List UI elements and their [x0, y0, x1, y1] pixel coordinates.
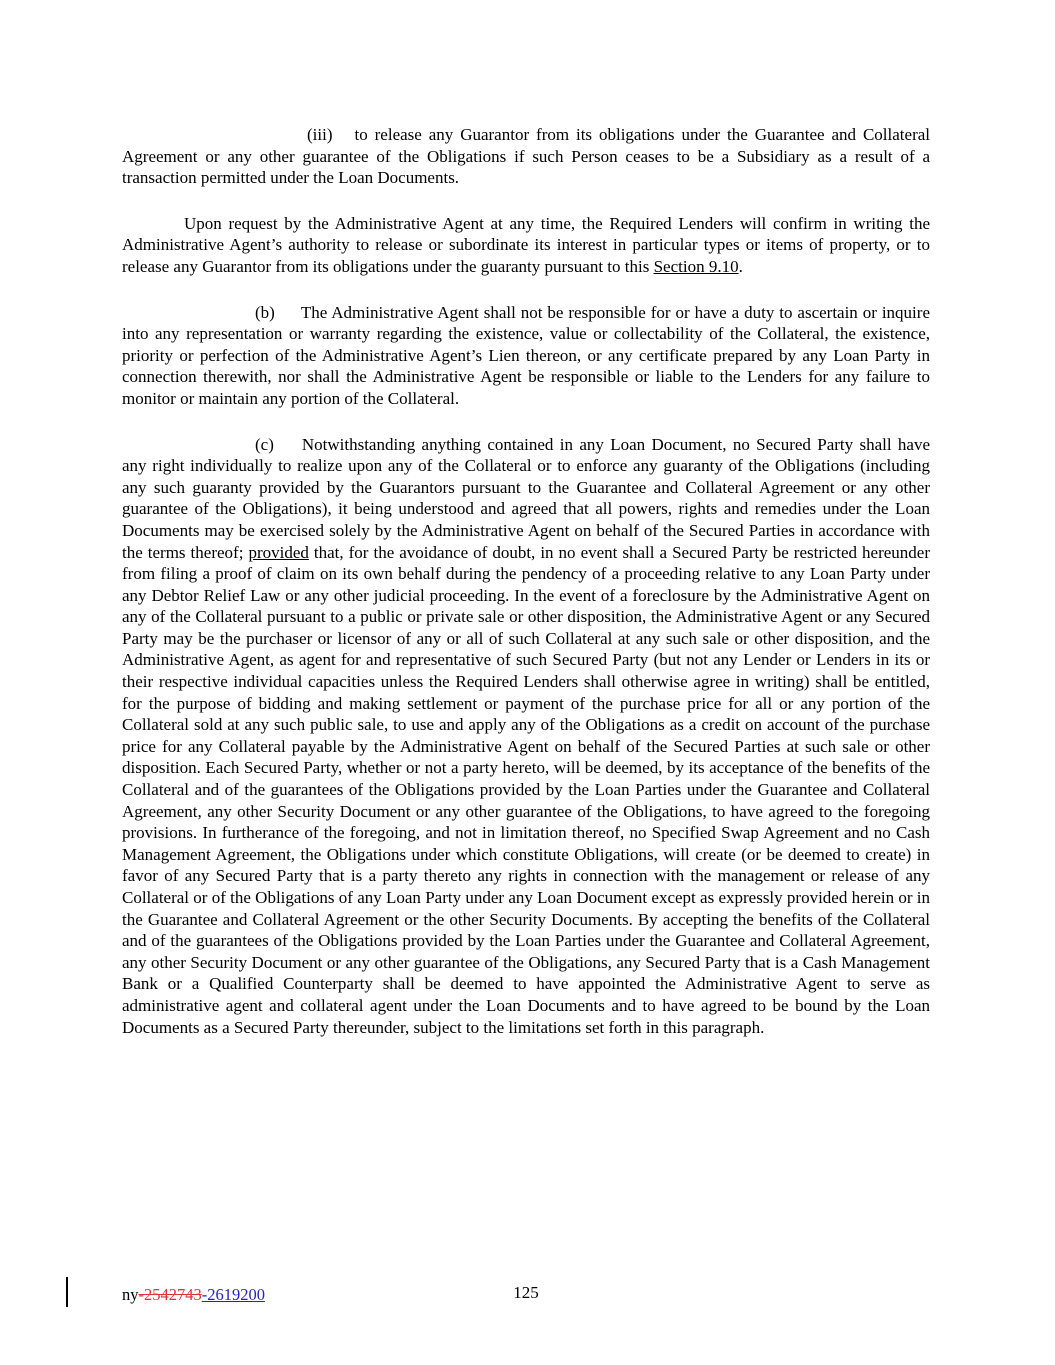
footer-doc-id-inserted: -2619200: [201, 1285, 265, 1304]
change-bar: [66, 1277, 68, 1307]
text-run: (b): [255, 302, 275, 322]
paragraph-c: [122, 434, 930, 1039]
paragraph-upon-request: [122, 213, 930, 278]
paragraph-b: [122, 302, 930, 410]
document-body: [122, 124, 930, 1038]
paragraph-iii: [122, 124, 930, 189]
tab-spacer: [122, 139, 307, 140]
tab-spacer: [122, 449, 255, 450]
text-run: that, for the avoidance of doubt, in no event shall a Secured Party be restricted hereunder from filing a proof of claim on its own behalf during the pendency of a proceeding relative to any Loan Party under any Debtor Relief Law or any other judicial proceeding. In the event of a foreclosure by the Administrative Agent on any of the Collateral pursuant to a public or private sale or other disposition, the Administrative Agent or any Secured Party may be the purchaser or licensor of any or all of such Collateral at any such sale or other disposition, and the Administrative Agent, as agent for and representative of such Secured Party (but not any Lender or Lenders in its or their respective individual capacities unless the Required Lenders shall otherwise agree in writing) shall be entitled, for the purpose of bidding and making settlement or payment of the purchase price for all or any portion of the Collateral sold at any such public sale, to use and apply any of the Obligations as a credit on account of the purchase price for any Collateral payable by the Administrative Agent on behalf of the Secured Parties at such sale or other disposition. Each Secured Party, whether or not a party hereto, will be deemed, by its acceptance of the benefits of the Collateral and of the guarantees of the Obligations provided by the Loan Parties under the Guarantee and Collateral Agreement, any other Security Document or any other guarantee of the Obligations, to have agreed to the foregoing provisions. In furtherance of the foregoing, and not in limitation thereof, no Specified Swap Agreement and no Cash Management Agreement, the Obligations under which constitute Obligations, will create (or be deemed to create) in favor of any Secured Party that is a party thereto any rights in connection with the management or release of any Collateral or of the Obligations of any Loan Party under any Loan Document except as expressly provided herein or in the Guarantee and Collateral Agreement or the other Security Documents. By accepting the benefits of the Collateral and of the guarantees of the Obligations provided by the Loan Parties under the Guarantee and Collateral Agreement, any other Security Document or any other guarantee of the Obligations, any Secured Party that is a Cash Management Bank or a Qualified Counterparty shall be deemed to have appointed the Administrative Agent to serve as administrative agent and collateral agent under the Loan Documents and to have agreed to be bound by the Loan Documents as a Secured Party thereunder, subject to the limitations set forth in this paragraph.: [122, 542, 930, 1037]
underlined-text-run: Section 9.10: [653, 256, 739, 276]
text-run: to release any Guarantor from its obligations under the Guarantee and Collateral Agreement or any other guarantee of the Obligations if such Person ceases to be a Subsidiary as a result of a transaction permitted under the Loan Documents.: [122, 125, 930, 188]
tab-spacer: [333, 139, 355, 140]
text-run: (c): [255, 434, 274, 454]
text-run: Notwithstanding anything contained in any Loan Document, no Secured Party shall have any right individually to realize upon any of the Collateral or to enforce any guaranty of the Obligations (including any such guaranty provided by the Guarantors pursuant to the Guarantee and Collateral Agreement or any other guarantee of the Obligations), it being understood and agreed that all powers, rights and remedies under the Loan Documents may be exercised solely by the Administrative Agent on behalf of the Secured Parties in accordance with the terms thereof;: [122, 434, 930, 562]
tab-spacer: [275, 317, 301, 318]
page-footer: [0, 1283, 1055, 1313]
text-run: Upon request by the Administrative Agent at any time, the Required Lenders will confirm in writing the Administrative Agent’s authority to release or subordinate its interest in particular types or items of property, or to release any Guarantor from its obligations under the guaranty pursuant to this: [122, 213, 930, 276]
page-number: 125: [513, 1283, 539, 1302]
footer-doc-id-prefix: ny: [122, 1285, 139, 1304]
tab-spacer: [122, 228, 184, 229]
text-run: (iii): [307, 125, 333, 144]
footer-doc-id-deleted: -2542743: [138, 1285, 202, 1304]
text-run: The Administrative Agent shall not be responsible for or have a duty to ascertain or inquire into any representation or warranty regarding the existence, value or collectability of the Collateral, the existence, priority or perfection of the Administrative Agent’s Lien thereon, or any certificate prepared by any Loan Party in connection therewith, nor shall the Administrative Agent be responsible or liable to the Lenders for any failure to monitor or maintain any portion of the Collateral.: [122, 302, 930, 408]
text-run: .: [738, 256, 743, 276]
underlined-text-run: provided: [248, 542, 309, 562]
tab-spacer: [122, 317, 255, 318]
tab-spacer: [274, 449, 302, 450]
